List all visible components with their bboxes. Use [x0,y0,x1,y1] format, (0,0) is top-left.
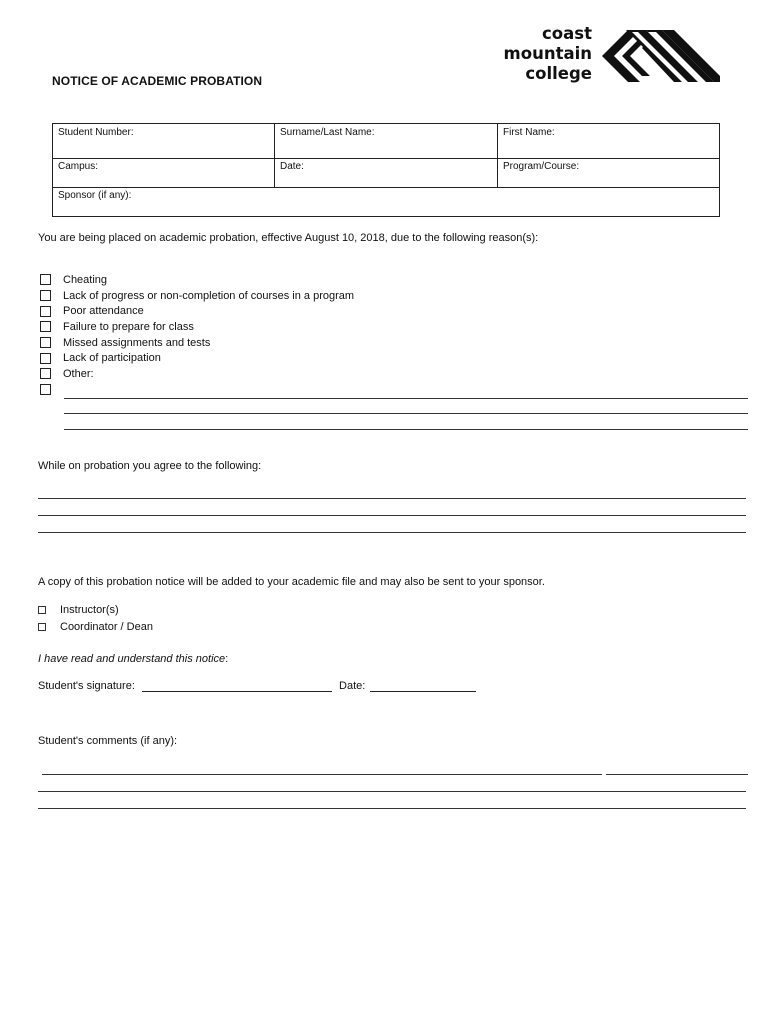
first-name-field[interactable]: First Name: [498,124,720,159]
comments-line[interactable] [42,774,602,775]
reason-lack-of-participation[interactable]: Lack of participation [40,350,354,366]
reason-other-blank[interactable] [40,382,354,398]
other-reason-line[interactable] [64,429,748,430]
checkbox[interactable] [40,384,51,395]
probation-intro: You are being placed on academic probation, effective August 10, 2018, due to the following reason(s): [38,232,539,244]
distribution-instructor[interactable]: Instructor(s) [38,604,119,616]
reason-missed-assignments[interactable]: Missed assignments and tests [40,335,354,351]
college-logo-icon [602,28,720,84]
checkbox[interactable] [40,368,51,379]
college-logo-text [496,24,592,84]
comments-line[interactable] [38,808,746,809]
student-number-field[interactable]: Student Number: [53,124,275,159]
other-reason-line[interactable] [64,413,748,414]
checkbox[interactable] [40,321,51,332]
reason-other[interactable]: Other: [40,366,354,382]
reason-failure-to-prepare[interactable]: Failure to prepare for class [40,319,354,335]
reason-poor-attendance[interactable]: Poor attendance [40,303,354,319]
sponsor-field[interactable]: Sponsor (if any): [53,188,720,217]
date-label: Date: [339,680,366,692]
comments-line[interactable] [606,774,748,775]
agreement-heading: While on probation you agree to the following: [38,460,262,472]
acknowledgement: I have read and understand this notice: [38,653,229,665]
checkbox[interactable] [40,274,51,285]
reasons-checklist [40,272,354,398]
reason-lack-of-progress[interactable]: Lack of progress or non-completion of courses in a program [40,288,354,304]
agreement-line[interactable] [38,532,746,533]
surname-field[interactable]: Surname/Last Name: [275,124,498,159]
checkbox[interactable] [38,623,46,631]
checkbox[interactable] [38,606,46,614]
signature-label: Student's signature: [38,680,135,692]
signature-row [38,680,476,692]
other-reason-line[interactable] [64,398,748,399]
campus-field[interactable]: Campus: [53,159,275,188]
signature-field[interactable] [142,682,332,692]
checkbox[interactable] [40,290,51,301]
signature-date-field[interactable] [370,682,476,692]
reason-cheating[interactable]: Cheating [40,272,354,288]
logo-line-coast: coast [542,24,592,43]
date-field[interactable]: Date: [275,159,498,188]
comments-line[interactable] [38,791,746,792]
agreement-line[interactable] [38,515,746,516]
program-field[interactable]: Program/Course: [498,159,720,188]
comments-label: Student's comments (if any): [38,735,178,747]
logo-line-mountain: mountain [503,44,592,63]
page-title: NOTICE OF ACADEMIC PROBATION [52,74,263,88]
copy-notice: A copy of this probation notice will be added to your academic file and may also be sent to your sponsor. [38,576,545,588]
checkbox[interactable] [40,337,51,348]
checkbox[interactable] [40,306,51,317]
checkbox[interactable] [40,353,51,364]
logo-line-college: college [525,64,592,83]
distribution-coordinator[interactable]: Coordinator / Dean [38,621,153,633]
student-info-table [52,123,720,217]
agreement-line[interactable] [38,498,746,499]
